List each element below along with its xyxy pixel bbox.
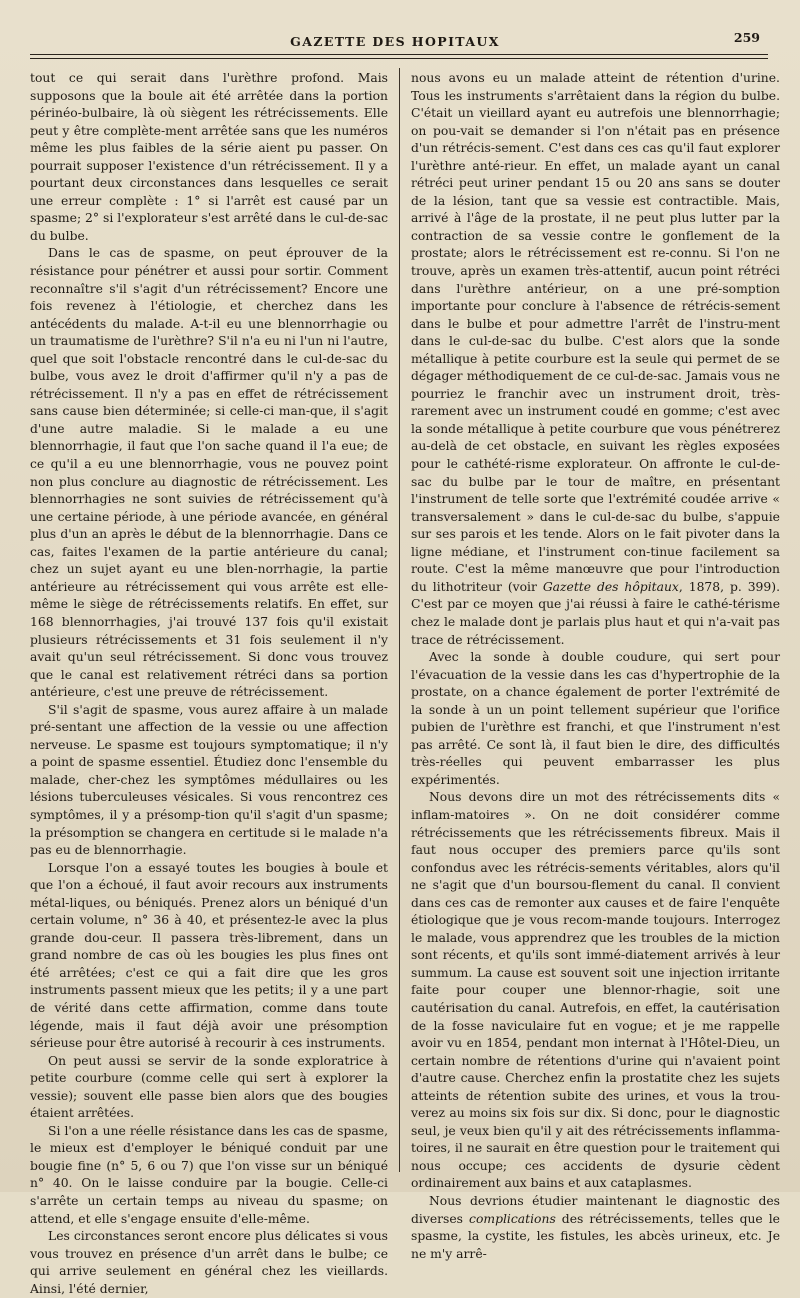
column-divider: [399, 68, 400, 1172]
text-run: , 1878, p. 399). C'est par ce moyen que j'ai réussi à faire le cathé-térisme chez le malade dont je parlais plus haut et qui n'a-vait pas trace de rétrécissement.: [411, 579, 780, 647]
paragraph: tout ce qui serait dans l'urèthre profond. Mais supposons que la boule ait été arrêtée dans la portion périnéo-bulbaire, là où siègent les rétrécissements. Elle peut y être complète-ment arrêtée sans que les numéros même les plus faibles de la série aient pu passer. On pourrait supposer l'existence d'un rétrécissement. Il y a pourtant deux circonstances dans lesquelles ce serait une erreur complète : 1° si l'arrêt est causé par un spasme; 2° si l'explorateur s'est arrêté dans le cul-de-sac du bulbe.: [30, 71, 388, 243]
page-header: [30, 28, 760, 54]
page-number: 259: [733, 30, 760, 45]
text-run: des rétrécissements, telles que le spasme, la cystite, les fistules, les abcès urineux, etc. Je ne m'y arrê-: [411, 1211, 780, 1261]
paragraph: [411, 70, 780, 649]
publication-title: GAZETTE DES HOPITAUX: [290, 34, 500, 49]
emphasis: complications: [469, 1211, 556, 1226]
text-run: Nous devrions étudier maintenant le diagnostic des diverses: [411, 1194, 780, 1226]
paragraph: Dans le cas de spasme, on peut éprouver de la résistance pour pénétrer et aussi pour sortir. Comment reconnaître s'il s'agit d'un rétrécissement? Encore une fois revenez à l'étiologie, et cherchez dans les antécédents du malade. A-t-il eu une blennorrhagie ou un traumatisme de l'urèthre? S'il n'a eu ni l'un ni l'autre, quel que soit l'obstacle rencontré dans le cul-de-sac du bulbe, vous avez le droit d'affirmer qu'il n'y a pas de rétrécissement. Il n'y a pas en effet de rétrécissement sans cause bien déterminée; si celle-ci man-que, il s'agit d'une autre maladie. Si le malade a eu une blennorrhagie, il faut que l'on sache quand il l'a eue; de ce qu'il a eu une blennorrhagie, vous ne pouvez point non plus conclure au diagnostic de rétrécissement. Les blennorrhagies ne sont suivies de rétrécissement qu'à une certaine période, à une période avancée, en général plus d'un an après le début de la blennorrhagie. Dans ce cas, faites l'examen de la partie antérieure du canal; chez un sujet ayant eu une blen-norrhagie, la partie antérieure au rétrécissement qui vous arrête est elle-même le siège de rétrécissements relatifs. En effet, sur 168 blennorrhagies, j'ai trouvé 137 fois qu'il existait plusieurs rétrécissements et 31 fois seulement il n'y avait qu'un seul rétrécissement. Si donc vous trouvez que le canal est relativement rétréci dans sa portion antérieure, c'est une preuve de rétrécissement.: [30, 246, 388, 700]
paragraph: Lorsque l'on a essayé toutes les bougies à boule et que l'on a échoué, il faut avoir recours aux instruments métal-liques, ou béniqués. Prenez alors un béniqué d'un certain volume, n° 36 à 40, et présentez-le avec la plus grande dou-ceur. Il passera très-librement, dans un grand nombre de cas où les bougies les plus fines ont été arrêtées; c'est ce qui a fait dire que les gros instruments passent mieux que les petits; il y a une part de vérité dans cette affirmation, comme dans toute légende, mais il faut déjà avoir une présomption sérieuse pour être autorisé à recourir à ces instruments.: [30, 860, 388, 1051]
right-column: [411, 70, 780, 1263]
paragraph: Les circonstances seront encore plus délicates si vous vous trouvez en présence d'un arrêt dans le bulbe; ce qui arrive seulement en général chez les vieillards. Ainsi, l'été dernier,: [30, 1229, 388, 1296]
paragraph: Si l'on a une réelle résistance dans les cas de spasme, le mieux est d'employer le béniqué conduit par une bougie fine (n° 5, 6 ou 7) que l'on visse sur un béniqué n° 40. On le laisse conduire par la bougie. Celle-ci s'arrête un certain temps au niveau du spasme; on attend, et elle s'engage ensuite d'elle-même.: [30, 1123, 388, 1226]
paragraph: On peut aussi se servir de la sonde exploratrice à petite courbure (comme celle qui sert à explorer la vessie); souvent elle passe bien alors que des bougies étaient arrêtées.: [30, 1053, 388, 1121]
left-column: [30, 70, 388, 1298]
header-rule-top: [30, 54, 768, 55]
paragraph: Nous devons dire un mot des rétrécissements dits « inflam-matoires ». On ne doit considérer comme rétrécissements que les rétrécissements fibreux. Mais il faut nous occuper des premiers parce qu'ils sont confondus avec les rétrécis-sements véritables, alors qu'il ne s'agit que d'un boursou-flement du canal. Il convient dans ces cas de remonter aux causes et de faire l'enquête étiologique que je vous recom-mande toujours. Interrogez le malade, vous apprendrez que les troubles de la miction sont récents, et qu'ils sont immé-diatement arrivés à leur summum. La cause est souvent soit une injection irritante faite pour couper une blennor-rhagie, soit une cautérisation du canal. Autrefois, en effet, la cautérisation de la fosse naviculaire fut en vogue; et je me rappelle avoir vu en 1854, pendant mon internat à l'Hôtel-Dieu, un certain nombre de rétentions d'urine qui n'avaient point d'autre cause. Cherchez enfin la prostatite chez les sujets atteints de rétention subite des urines, et vous la trou-verez au moins six fois sur dix. Si donc, pour le diagnostic seul, je veux bien qu'il y ait des rétrécissements inflamma-toires, il ne saurait en être question pour le traitement qui nous occupe; ces accidents de dysurie cèdent ordinairement aux bains et aux cataplasmes.: [411, 790, 780, 1191]
text-run: nous avons eu un malade atteint de rétention d'urine. Tous les instruments s'arrêtaient dans la région du bulbe. C'était un vieillard ayant eu autrefois une blennorrhagie; on pou-vait se demander si l'on n'était pas en présence d'un rétrécis-sement. C'est dans ces cas qu'il faut explorer l'urèthre anté-rieur. En effet, un malade ayant un canal rétréci peut uriner pendant 15 ou 20 ans sans se douter de la lésion, tant que sa vessie est contractible. Mais, arrivé à l'âge de la prostate, il ne peut plus lutter par la contraction de sa vessie contre le gonflement de la prostate; alors le rétrécissement est re-connu. Si l'on ne trouve, après un examen très-attentif, aucun point rétréci dans l'urèthre antérieur, on a une pré-somption importante pour conclure à l'absence de rétrécis-sement dans le bulbe et pour admettre l'arrêt de l'instru-ment dans le cul-de-sac du bulbe. C'est alors que la sonde métallique à petite courbure est la seule qui permet de se dégager méthodiquement de ce cul-de-sac. Jamais vous ne pourriez le franchir avec un instrument droit, très-rarement avec un instrument coudé en gomme; c'est avec la sonde métallique à petite courbure que vous pénétrerez au-delà de cet obstacle, en suivant les règles exposées pour le cathété-risme explorateur. On affronte le cul-de-sac du bulbe par le tour de maître, en présentant l'instrument de telle sorte que l'extrémité coudée arrive « transversalement » dans le cul-de-sac du bulbe, s'appuie sur ses parois et les tende. Alors on le fait pivoter dans la ligne médiane, et l'instrument con-tinue facilement sa route. C'est la même manœuvre que pour l'introduction du lithotriteur (voir: [411, 71, 780, 594]
citation-title: Gazette des hôpitaux: [542, 579, 679, 594]
paragraph: [411, 1193, 780, 1263]
paragraph: S'il s'agit de spasme, vous aurez affaire à un malade pré-sentant une affection de la vessie ou une affection nerveuse. Le spasme est toujours symptomatique; il n'y a point de spasme essentiel. Étudiez donc l'ensemble du malade, cher-chez les symptômes médullaires ou les lésions tuberculeuses vésicales. Si vous rencontrez ces symptômes, il y a présomp-tion qu'il s'agit d'un spasme; la présomption se changera en certitude si le malade n'a pas eu de blennorrhagie.: [30, 702, 388, 858]
header-rule-bottom: [30, 58, 768, 59]
paragraph: Avec la sonde à double coudure, qui sert pour l'évacuation de la vessie dans les cas d'hypertrophie de la prostate, on a chance également de porter l'extrémité de la sonde à un un point tellement supérieur que l'orifice pubien de l'urèthre est franchi, et que l'instrument n'est pas arrêté. Ce sont là, il faut bien le dire, des difficultés très-réelles qui peuvent embarrasser les plus expérimentés.: [411, 650, 780, 787]
